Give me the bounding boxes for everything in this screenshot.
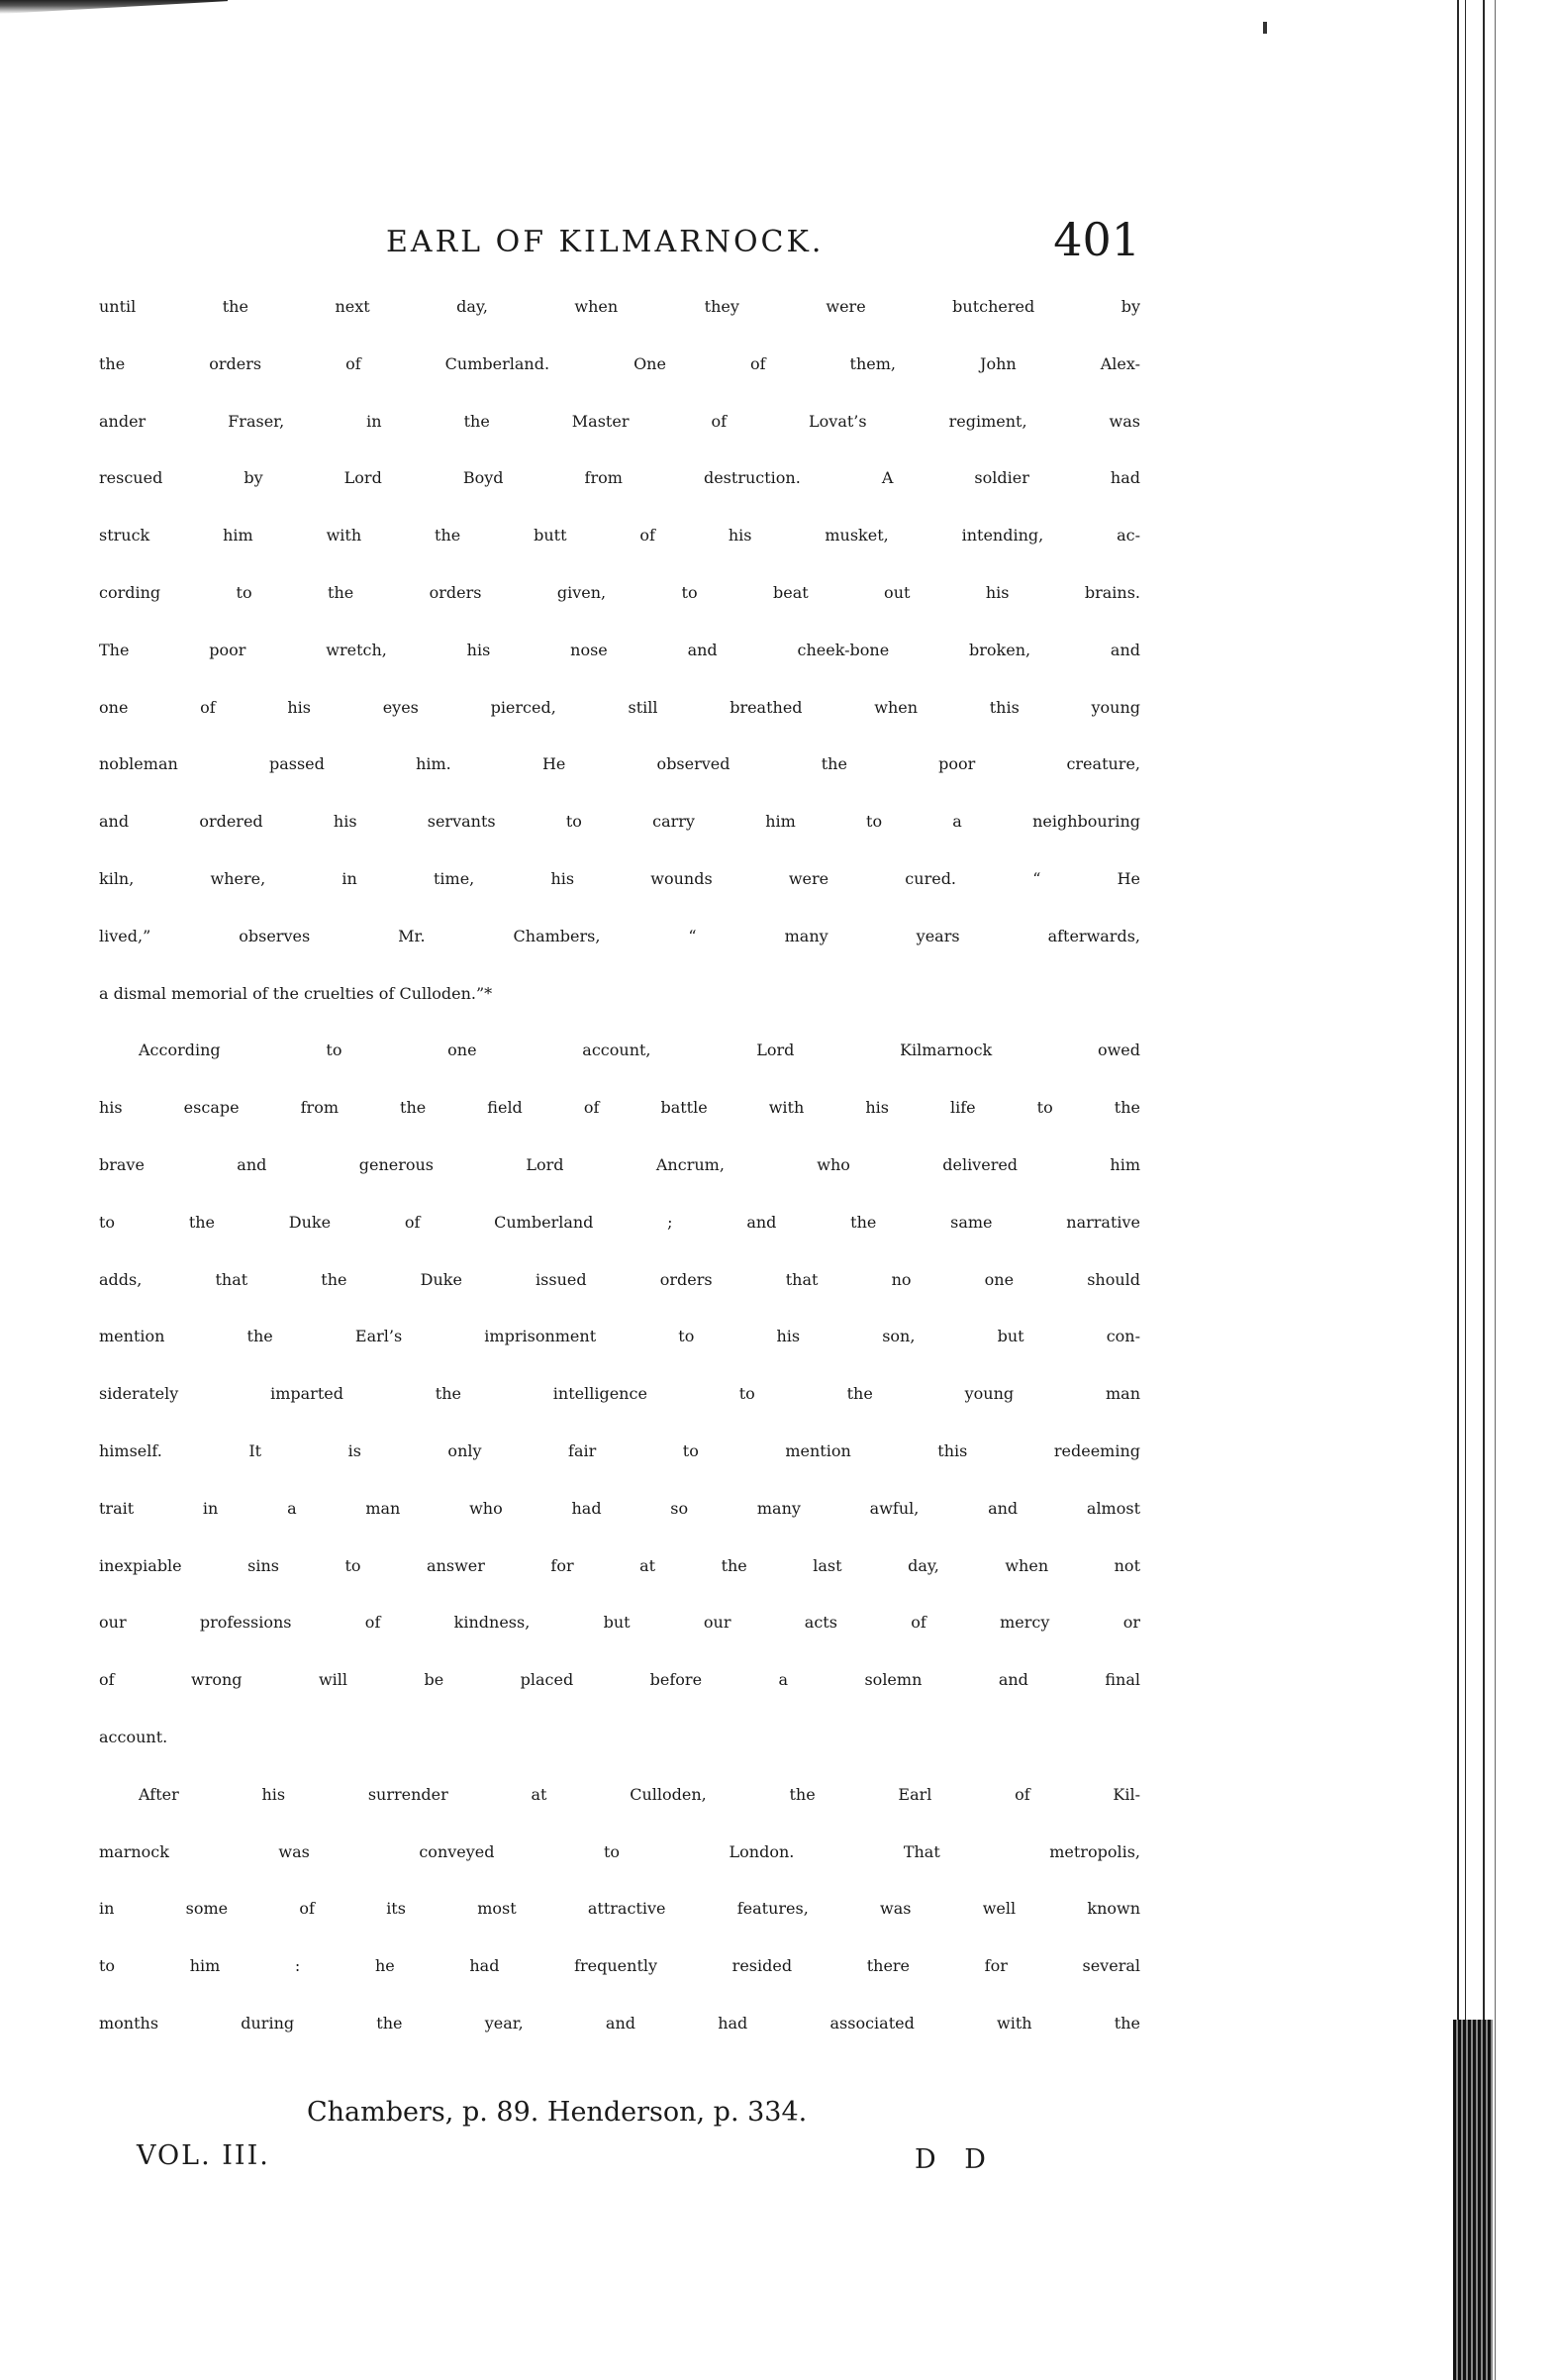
text-line: his escape from the field of battle with his life to the: [99, 1098, 1140, 1118]
text-line: After his surrender at Culloden, the Earl of Kil-: [139, 1784, 1140, 1804]
text-line: to him : he had frequently resided there for several: [99, 1956, 1140, 1976]
text-line: a dismal memorial of the cruelties of Culloden.”*: [99, 983, 493, 1003]
text-line: to the Duke of Cumberland ; and the same narrative: [99, 1212, 1140, 1232]
running-title: EARL OF KILMARNOCK.: [386, 225, 825, 259]
text-line: inexpiable sins to answer for at the last day, when not: [99, 1555, 1140, 1575]
text-line: until the next day, when they were butchered by: [99, 297, 1140, 316]
text-line: months during the year, and had associated with the: [99, 2013, 1140, 2033]
text-line: trait in a man who had so many awful, and almost: [99, 1498, 1140, 1518]
gathering-signature: D D: [915, 2144, 996, 2175]
page-number: 401: [1053, 213, 1140, 266]
page-header: [99, 213, 1148, 272]
text-line: According to one account, Lord Kilmarnock owed: [139, 1041, 1140, 1060]
text-line: ander Fraser, in the Master of Lovat’s regiment, was: [99, 411, 1140, 431]
text-line: of wrong will be placed before a solemn and final: [99, 1670, 1140, 1690]
text-line: the orders of Cumberland. One of them, John Alex-: [99, 353, 1140, 373]
text-line: our professions of kindness, but our acts of mercy or: [99, 1613, 1140, 1633]
scan-speck: [1263, 22, 1267, 34]
text-line: mention the Earl’s imprisonment to his son, but con-: [99, 1327, 1140, 1346]
scan-corner-artifact: [0, 0, 228, 14]
text-line: lived,” observes Mr. Chambers, “ many years afterwards,: [99, 926, 1140, 945]
text-line: in some of its most attractive features, was well known: [99, 1899, 1140, 1919]
text-line: The poor wretch, his nose and cheek-bone broken, and: [99, 640, 1140, 659]
book-binding-edge: [1443, 0, 1558, 2380]
text-line: siderately imparted the intelligence to the young man: [99, 1384, 1140, 1404]
text-line: marnock was conveyed to London. That metropolis,: [99, 1841, 1140, 1861]
text-line: himself. It is only fair to mention this redeeming: [99, 1440, 1140, 1460]
text-line: brave and generous Lord Ancrum, who delivered him: [99, 1154, 1140, 1174]
footnote: Chambers, p. 89. Henderson, p. 334.: [307, 2097, 808, 2128]
text-line: cording to the orders given, to beat out his brains.: [99, 582, 1140, 602]
text-line: one of his eyes pierced, still breathed when this young: [99, 697, 1140, 717]
text-line: account.: [99, 1727, 168, 1746]
volume-signature: VOL. III.: [137, 2140, 270, 2171]
text-line: struck him with the butt of his musket, intending, ac-: [99, 526, 1140, 545]
text-line: nobleman passed him. He observed the poor creature,: [99, 754, 1140, 774]
text-line: and ordered his servants to carry him to a neighbouring: [99, 812, 1140, 832]
text-line: rescued by Lord Boyd from destruction. A soldier had: [99, 468, 1140, 488]
body-text: [99, 297, 1140, 2071]
text-line: kiln, where, in time, his wounds were cured. “ He: [99, 868, 1140, 888]
text-line: adds, that the Duke issued orders that no one should: [99, 1269, 1140, 1289]
